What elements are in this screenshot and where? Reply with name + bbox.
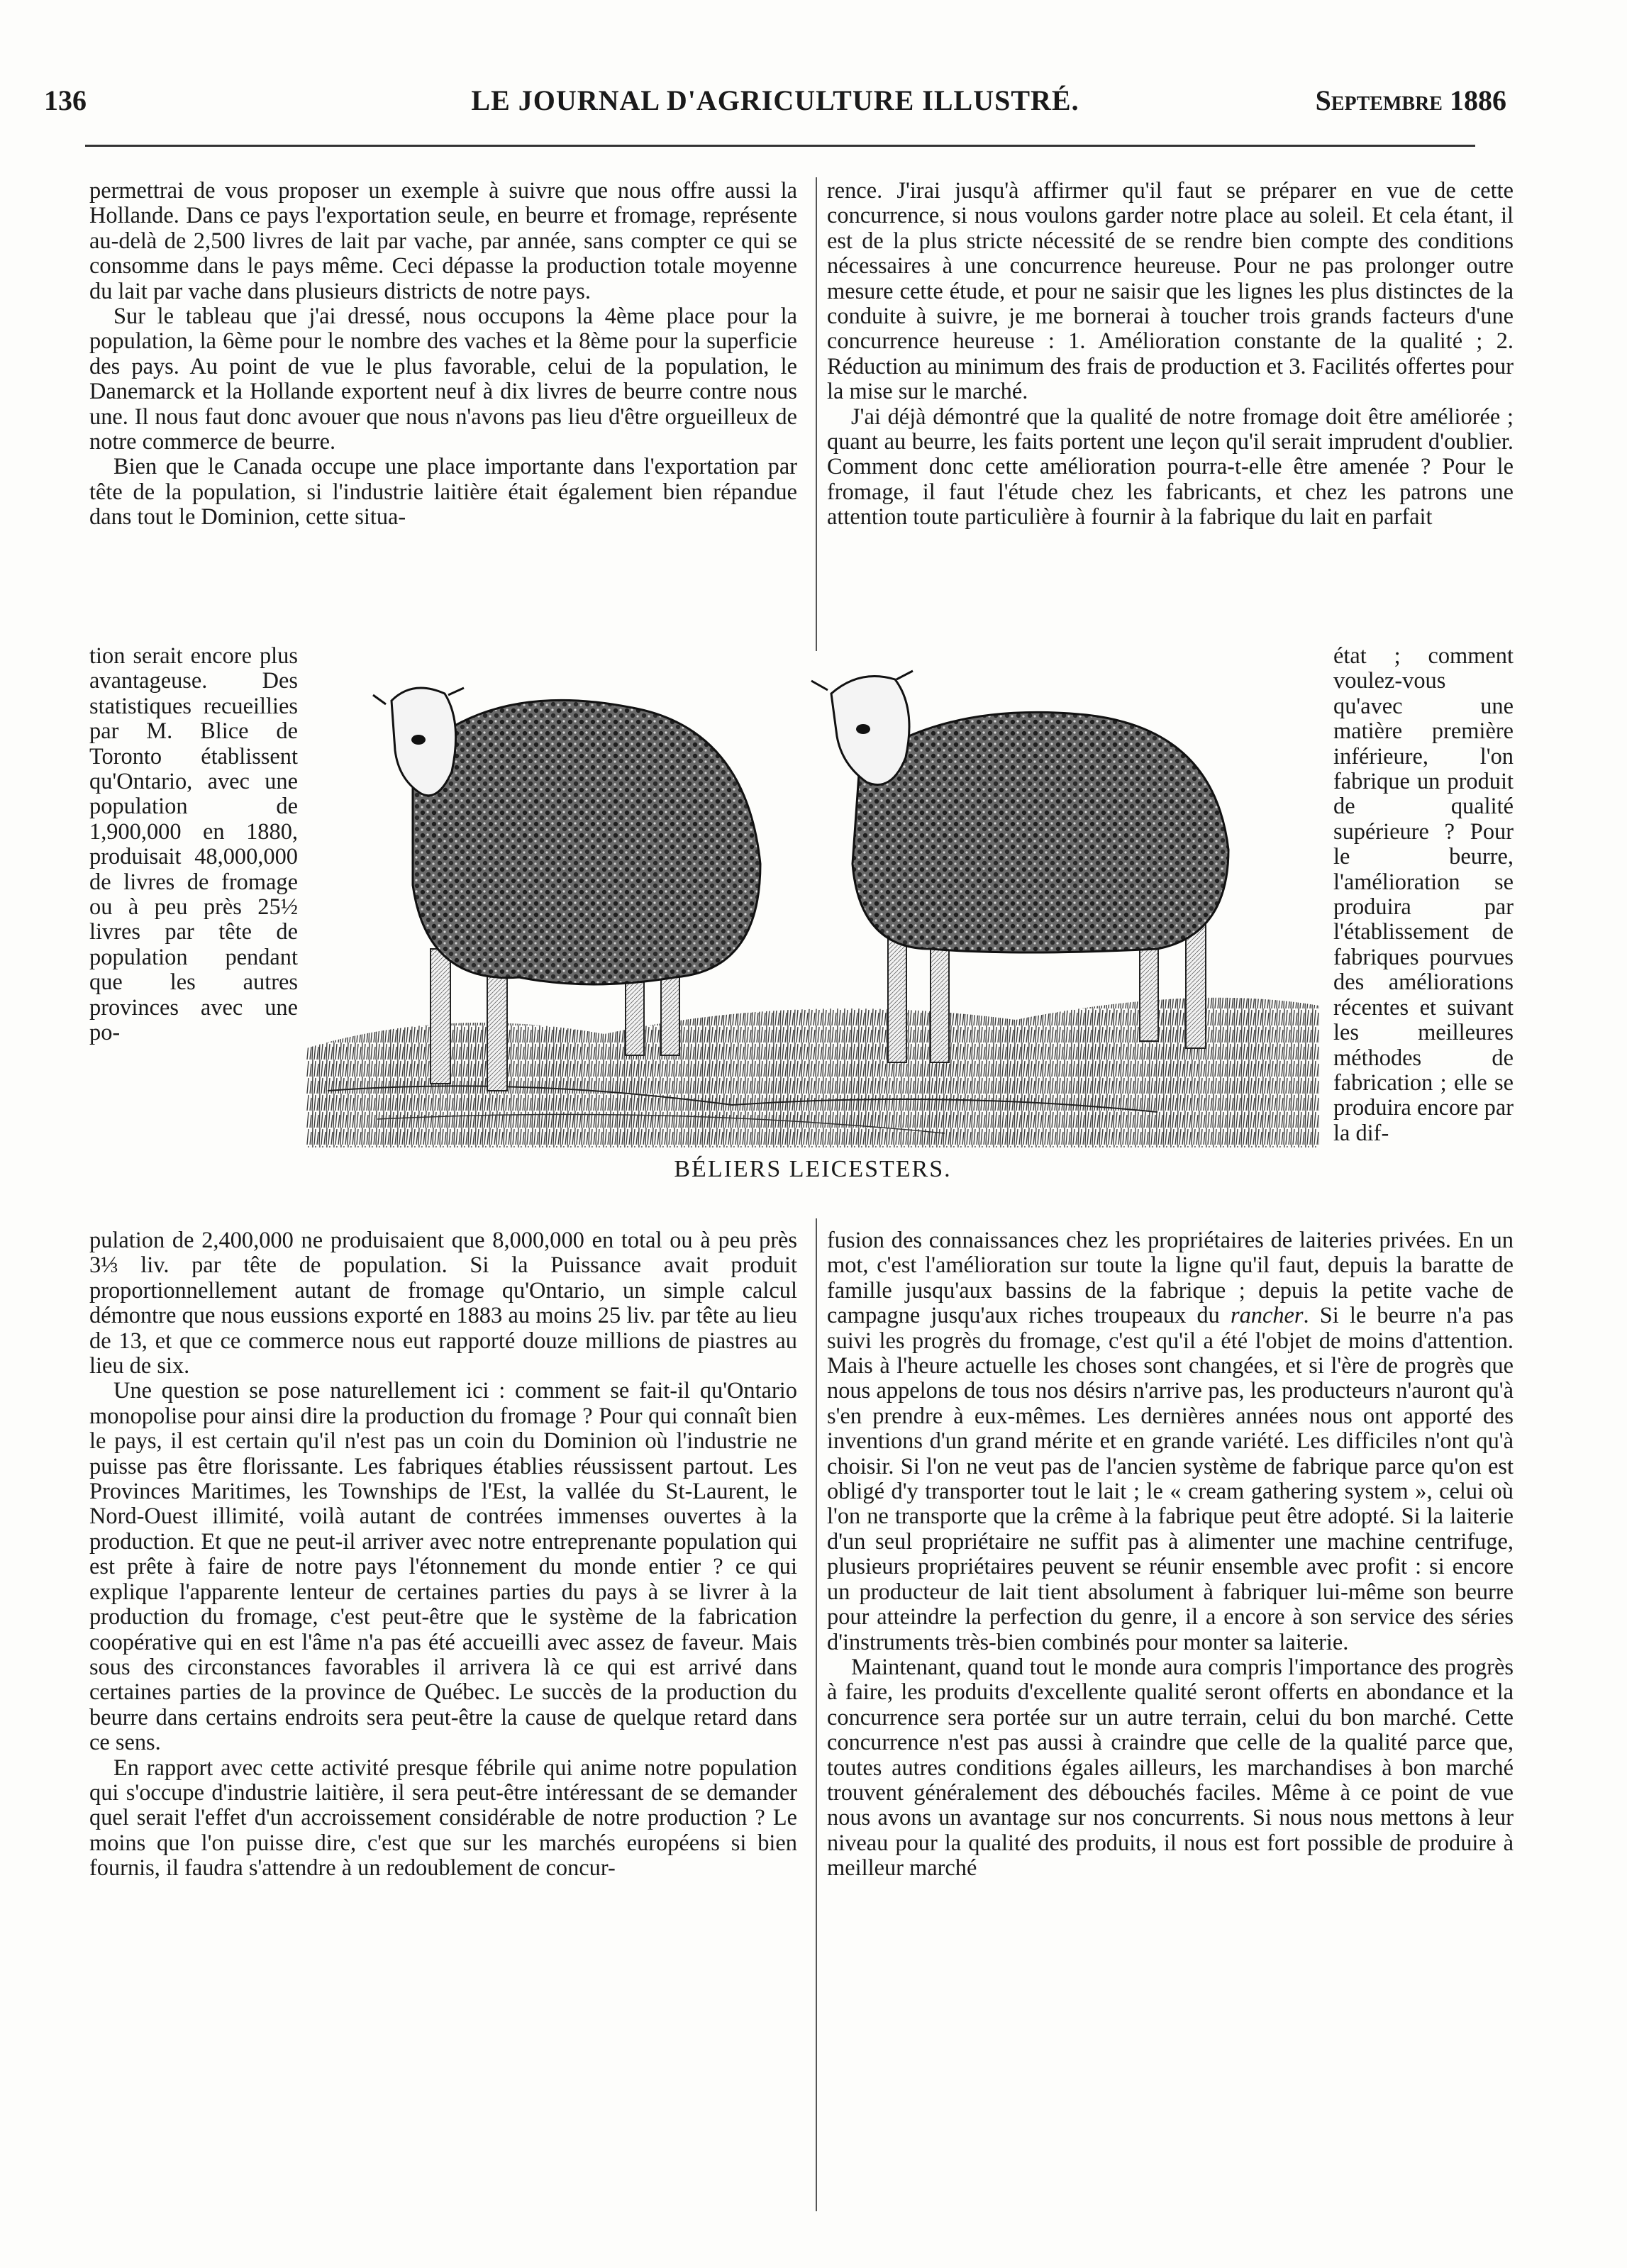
text-run: fusion des connaissances chez les propriétaires de laiteries privées. En un mot, c'est l'amélioration sur toute la ligne qu'il faut, depuis la baratte de famille jusqu'aux bassins de la fabrique ; depuis la petite vache de campagne jusqu'aux riches troupeaux du [827, 1228, 1514, 1329]
left-column-bottom [89, 1228, 797, 1881]
paragraph: Bien que le Canada occupe une place importante dans l'exportation par tête de la population, si l'industrie laitière était également bien répandue dans tout le Dominion, cette situa- [89, 454, 797, 530]
paragraph: permettrai de vous proposer un exemple à suivre que nous offre aussi la Hollande. Dans ce pays l'exportation seule, en beurre et fromage, représente au-delà de 2,500 livres de lait par vache, par année, sans compter ce qui se consomme dans le pays même. Ceci dépasse la production totale moyenne du lait par vache dans plusieurs districts de notre pays. [89, 178, 797, 304]
paragraph: tion serait encore plus avantageuse. Des statistiques recueillies par M. Blice de Toronto établissent qu'Ontario, avec une population de 1,900,000 en 1880, produisait 48,000,000 de livres de fromage ou à peu près 25½ livres par tête de population pendant que les autres provinces avec une po- [89, 643, 298, 1046]
column-divider-top [816, 177, 817, 651]
right-column-top [827, 179, 1514, 530]
page-number: 136 [44, 84, 87, 116]
right-column-bottom [827, 1228, 1514, 1881]
paragraph: J'ai déjà démontré que la qualité de notre fromage doit être améliorée ; quant au beurre, les faits portent une leçon qu'il serait imprudent d'oublier. Comment donc cette amélioration pourra-t-elle être amenée ? Pour le fromage, il faut l'étude chez les fabricants, et chez les patrons une attention toute particulière à fournir à la fabrique du lait en parfait [827, 404, 1514, 530]
left-column-top [89, 179, 797, 530]
page-header [44, 84, 1506, 126]
paragraph: pulation de 2,400,000 ne produisaient que 8,000,000 en total ou à peu près 3⅓ liv. par tête de population. Si la Puissance avait produit proportionnellement autant de fromage qu'Ontario, un simple calcul démontre que nous eussions exporté en 1883 au moins 25 liv. par tête au lieu de 13, et que ce commerce nous eut rapporté douze millions de piastres au lieu de six. [89, 1228, 797, 1379]
paragraph [827, 1228, 1514, 1655]
paragraph: rence. J'irai jusqu'à affirmer qu'il faut se préparer en vue de cette concurrence, si nous voulons garder notre place au soleil. Et cela étant, il est de la plus stricte nécessité de se rendre bien compte des conditions nécessaires à une concurrence heureuse. Pour ne pas prolonger outre mesure cette étude, et pour ne saisir que les lignes les plus distinctes de la conduite à suivre, je me bornerai à toucher trois grands facteurs d'une concurrence heureuse : 1. Amélioration constante de la qualité ; 2. Réduction au minimum des frais de production et 3. Facilités offertes pour la mise sur le marché. [827, 178, 1514, 405]
journal-title: LE JOURNAL D'AGRICULTURE ILLUSTRÉ. [471, 84, 1079, 116]
issue-date: Septembre 1886 [1315, 84, 1506, 116]
paragraph: Sur le tableau que j'ai dressé, nous occupons la 4ème place pour la population, la 6ème pour le nombre des vaches et la 8ème pour la superficie des pays. Au point de vue le plus favorable, celui de la population, le Danemarck et la Hollande exportent neuf à dix livres de beurre contre nous une. Il nous faut donc avouer que nous n'avons pas lieu d'être orgueilleux de notre commerce de beurre. [89, 304, 797, 455]
paragraph: état ; comment voulez-vous qu'avec une matière première inférieure, l'on fabrique un produit de qualité supérieure ? Pour le beurre, l'amélioration se produira par l'établissement de fabriques pourvues des améliorations récentes et suivant les meilleures méthodes de fabrication ; elle se produira encore par la dif- [1333, 643, 1514, 1146]
sheep-engraving [306, 651, 1319, 1147]
column-divider-bottom [816, 1218, 817, 2211]
left-column-wrap [89, 644, 298, 1046]
grass-ground [306, 998, 1319, 1147]
paragraph: Maintenant, quand tout le monde aura compris l'importance des progrès à faire, les produits d'excellente qualité seront offerts en abondance et la concurrence sera portée sur un autre terrain, celui du bon marché. Cette concurrence n'est pas aussi à craindre que celle de la qualité parce que, toutes autres conditions égales ailleurs, les marchandises à bon marché trouvent généralement des débouchés faciles. Même à ce point de vue nous avons un avantage sur nos concurrents. Si nous nous mettons à leur niveau pour la qualité des produits, il nous est fort possible de produire à meilleur marché [827, 1654, 1514, 1881]
right-column-wrap [1333, 644, 1514, 1146]
paragraph: Une question se pose naturellement ici : comment se fait-il qu'Ontario monopolise pour ainsi dire la production du fromage ? Pour qui connaît bien le pays, il est certain qu'il n'est pas un coin du Dominion où l'industrie ne puisse pas être florissante. Les fabriques établies réussissent partout. Les Provinces Maritimes, les Townships de l'Est, la vallée du St-Laurent, le Nord-Ouest illimité, voilà autant de contrées immenses ouvertes à la production. Et que ne peut-il arriver avec notre entreprenante population qui est prête à faire de notre pays l'étonnement du monde entier ? ce qui explique l'apparente lenteur de certaines parties du pays à se livrer à la production du fromage, c'est peut-être que le système de la fabrication coopérative qui en est l'âme n'a pas été accueilli avec assez de faveur. Mais sous des circonstances favorables il arrivera là ce qui est arrivé dans certaines parties de la province de Québec. Le succès de la production du beurre dans certains endroits sera peut-être la cause de quelque retard dans ce sens. [89, 1378, 797, 1756]
italic-term: rancher [1230, 1303, 1304, 1329]
paragraph: En rapport avec cette activité presque fébrile qui anime notre population qui s'occupe d'industrie laitière, il sera peut-être intéressant de se demander quel serait l'effet d'un accroissement considérable de notre production ? Le moins que l'on puisse dire, c'est que sur les marchés européens si bien fournis, il faudra s'attendre à un redoublement de concur- [89, 1755, 797, 1881]
header-rule [85, 145, 1475, 147]
figure-caption: BÉLIERS LEICESTERS. [674, 1156, 952, 1182]
text-run: . Si le beurre n'a pas suivi les progrès du fromage, c'est qu'il a été l'objet de moins d'attention. Mais à l'heure actuelle les choses sont changées, et si l'ère de progrès que nous appelons de tous nos désirs n'arrive pas, les producteurs n'auront qu'à s'en prendre à eux-mêmes. Les dernières années nous ont apporté des inventions d'un grand mérite et en grande variété. Les difficiles n'ont qu'à choisir. Si l'on ne veut pas de l'ancien système de fabrique parce qu'on est obligé d'y transporter tout le lait ; le « cream gathering system », celui où l'on ne transporte que la crême à la fabrique peut être adopté. Si la laiterie d'un seul propriétaire ne suffit pas à alimenter une machine centrifuge, plusieurs propriétaires peuvent se réunir ensemble avec profit : si encore un producteur de lait tient absolument à fabriquer lui-même son beurre pour atteindre la perfection du genre, il a encore à son service des séries d'instruments très-bien combinés pour monter sa laiterie. [827, 1303, 1514, 1655]
